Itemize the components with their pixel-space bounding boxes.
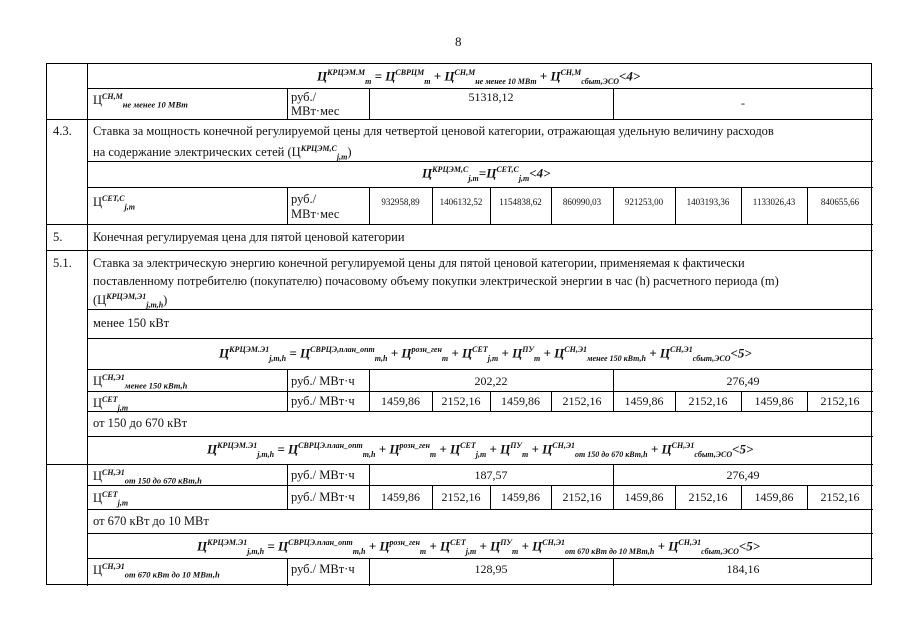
value-cell: 1406132,52 xyxy=(439,197,483,207)
row-symbol: $Ц^{СН,Э1}_{от 670 кВт до 10 МВт,h}$ xyxy=(93,562,220,580)
value-cell: 202,22 xyxy=(474,374,508,388)
value-cell: 187,57 xyxy=(474,468,508,482)
section-number: 4.3. xyxy=(53,124,72,138)
unit-label: руб./ МВт·ч xyxy=(291,374,355,388)
value-cell: 276,49 xyxy=(726,374,760,388)
value-cell: 2152,16 xyxy=(441,490,481,504)
group-label: от 150 до 670 кВт xyxy=(93,416,188,430)
formula-4: $Ц^{КРЦЭМ.Э1}_{j,m,h} = Ц^{СВРЦЭ.план\_опт}_{m,h} + Ц^{розн\_ген}_m + Ц^{СЕТ}_{j,m} + Ц^{ПУ}_m + Ц^{СН,Э1}_{от 150 до 670 кВт,h} + Ц^{СН,Э1}_{сбыт,ЭСО}<5>$ xyxy=(207,441,754,459)
value-cell: 1459,86 xyxy=(381,394,420,408)
value-cell: 860990,03 xyxy=(562,197,602,207)
section-text: Ставка за электрическую энергию конечной регулируемой цены для пятой ценовой категории, применяемая к фактически xyxy=(93,256,745,270)
section-text: Ставка за мощность конечной регулируемой цены для четвертой ценовой категории, отражающая удельную величину расходов xyxy=(93,124,774,138)
unit-label: руб./ xyxy=(291,192,317,206)
formula-5: $Ц^{КРЦЭМ.Э1}_{j,m,h} = Ц^{СВРЦЭ.план\_опт}_{m,h} + Ц^{розн\_ген}_m + Ц^{СЕТ}_{j,m} + Ц^{ПУ}_m + Ц^{СН,Э1}_{от 670 кВт до 10 МВт,h} + Ц^{СН,Э1}_{сбыт,ЭСО}<5>$ xyxy=(197,538,761,556)
value-cell: 2152,16 xyxy=(688,490,728,504)
value-cell: 1154838,62 xyxy=(499,197,542,207)
value-cell: 1459,86 xyxy=(754,394,794,408)
value-cell: 2152,16 xyxy=(688,394,728,408)
value-cell: 1459,86 xyxy=(381,490,420,504)
row-symbol: $Ц^{СЕТ}_{j,m}$ xyxy=(93,395,129,413)
value-cell: 2152,16 xyxy=(820,394,860,408)
page-number: 8 xyxy=(455,34,462,49)
value-cell: 1459,86 xyxy=(501,394,540,408)
unit-label: руб./ xyxy=(291,90,317,104)
row-symbol: $Ц^{СН,М}_{не менее 10 МВт}$ xyxy=(93,92,188,110)
section-number: 5.1. xyxy=(53,256,72,270)
section-number: 5. xyxy=(53,230,63,244)
unit-label: руб./ МВт·ч xyxy=(291,394,355,408)
value-cell: 2152,16 xyxy=(562,394,602,408)
formula-1: $Ц^{КРЦЭМ.М}_m = Ц^{СВРЦМ}_m + Ц^{СН,М}_{не менее 10 МВт} + Ц^{СН,М}_{сбыт,ЭСО}<4>$ xyxy=(317,68,641,86)
group-label: от 670 кВт до 10 МВт xyxy=(93,514,209,528)
value-cell: 51318,12 xyxy=(468,90,514,104)
unit-label: руб./ МВт·ч xyxy=(291,468,355,482)
formula-2: $Ц^{КРЦЭМ,С}_{j,m}=Ц^{СЕТ,С}_{j,m}<4>$ xyxy=(422,165,551,183)
formula-3: $Ц^{КРЦЭМ.Э1}_{j,m,h} = Ц^{СВРЦЭ,план\_опт}_{m,h} + Ц^{розн\_ген}_m + Ц^{СЕТ}_{j,m} + Ц^{ПУ}_m + Ц^{СН,Э1}_{менее 150 кВт,h} + Ц^{СН,Э1}_{сбыт,ЭСО}<5>$ xyxy=(219,345,752,363)
value-cell: 128,95 xyxy=(474,562,508,576)
value-cell: - xyxy=(741,96,745,110)
unit-label: руб./ МВт·ч xyxy=(291,562,355,576)
unit-label: руб./ МВт·ч xyxy=(291,490,355,504)
value-cell: 1459,86 xyxy=(754,490,794,504)
value-cell: 1403193,36 xyxy=(686,197,730,207)
value-cell: 276,49 xyxy=(726,468,760,482)
section-text: на содержание электрических сетей $(Ц^{КРЦЭМ,С}_{j,m})$ xyxy=(93,144,352,162)
value-cell: 2152,16 xyxy=(562,490,602,504)
value-cell: 1459,86 xyxy=(501,490,540,504)
section-text: $(Ц^{КРЦЭМ,Э1}_{j,m,h})$ xyxy=(93,292,168,310)
unit-label: МВт·мес xyxy=(291,104,340,118)
value-cell: 932958,89 xyxy=(381,197,420,207)
value-cell: 2152,16 xyxy=(441,394,481,408)
value-cell: 1459,86 xyxy=(624,394,664,408)
row-symbol: $Ц^{СЕТ}_{j,m}$ xyxy=(93,490,129,508)
row-symbol: $Ц^{СН,Э1}_{менее 150 кВт,h}$ xyxy=(93,373,188,391)
value-cell: 921253,00 xyxy=(624,197,664,207)
value-cell: 184,16 xyxy=(726,562,760,576)
value-cell: 2152,16 xyxy=(820,490,860,504)
tariff-table xyxy=(46,63,872,585)
row-symbol: $Ц^{СН,Э1}_{от 150 до 670 кВт,h}$ xyxy=(93,468,202,486)
value-cell: 1459,86 xyxy=(624,490,664,504)
value-cell: 1133026,43 xyxy=(752,197,796,207)
value-cell: 840655,66 xyxy=(820,197,860,207)
group-label: менее 150 кВт xyxy=(93,316,170,330)
section-text: поставленному потребителю (покупателю) почасовому объему покупки электрической энергии в час (h) расчетного периода (m) xyxy=(93,274,779,288)
unit-label: МВт·мес xyxy=(291,207,340,221)
section-text: Конечная регулируемая цена для пятой ценовой категории xyxy=(93,230,405,244)
row-symbol: $Ц^{СЕТ,С}_{j,m}$ xyxy=(93,194,135,212)
